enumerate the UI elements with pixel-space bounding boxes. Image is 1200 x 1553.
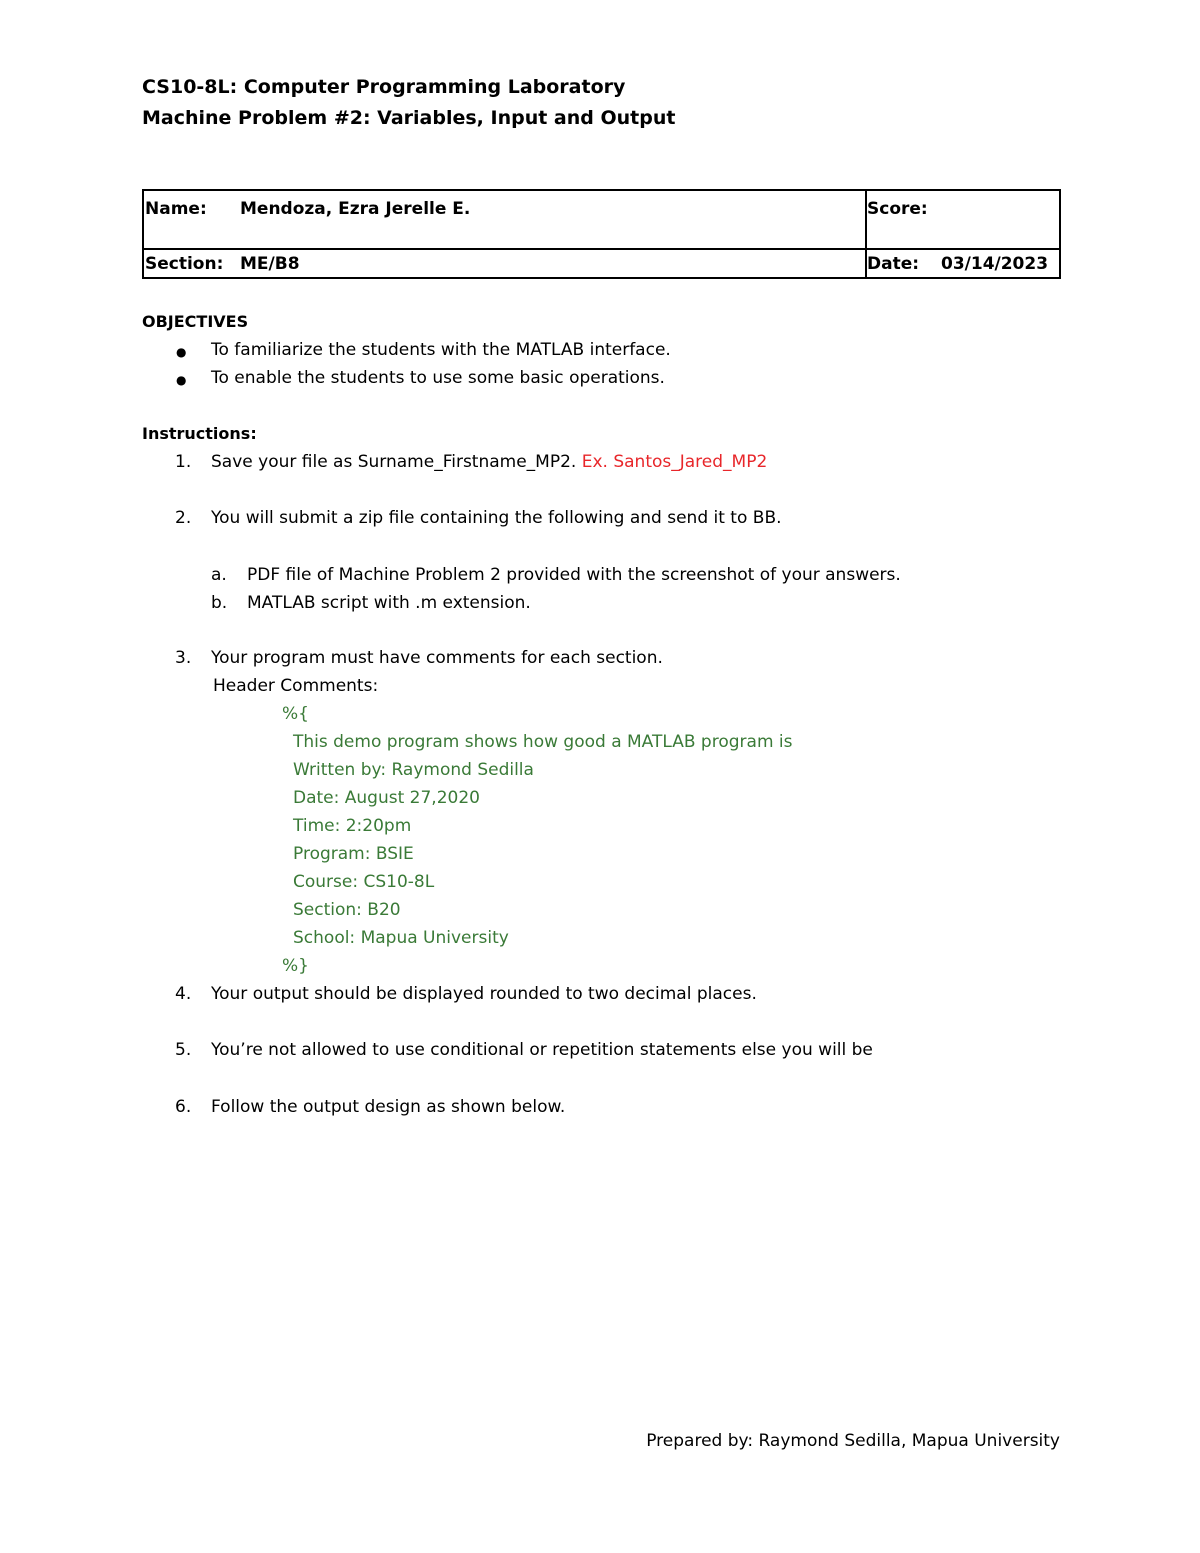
course-title: CS10-8L: Computer Programming Laboratory <box>142 76 626 98</box>
prepared-by-footer: Prepared by: Raymond Sedilla, Mapua University <box>646 1431 1060 1451</box>
date-label: Date: <box>867 254 920 274</box>
instruction-item <box>211 452 767 472</box>
comment-line: This demo program shows how good a MATLAB program is <box>293 732 793 752</box>
date-value: 03/14/2023 <box>941 254 1049 274</box>
instruction-number: 1. <box>175 452 192 472</box>
bullet-icon: ● <box>176 373 187 387</box>
comment-open: %{ <box>282 704 309 724</box>
comment-line: Time: 2:20pm <box>293 816 412 836</box>
instruction-item: Your output should be displayed rounded to two decimal places. <box>211 984 757 1004</box>
filename-example: Ex. Santos_Jared_MP2 <box>581 452 768 472</box>
section-label: Section: <box>145 254 224 274</box>
table-row-divider <box>144 248 1059 250</box>
instruction-item: Follow the output design as shown below. <box>211 1097 566 1117</box>
bullet-icon: ● <box>176 345 187 359</box>
sub-item-letter: a. <box>211 565 227 585</box>
comment-close: %} <box>282 956 309 976</box>
name-value: Mendoza, Ezra Jerelle E. <box>240 199 471 219</box>
comment-line: School: Mapua University <box>293 928 509 948</box>
instruction-number: 4. <box>175 984 192 1004</box>
instruction-number: 2. <box>175 508 192 528</box>
instruction-number: 5. <box>175 1040 192 1060</box>
instruction-item: You’re not allowed to use conditional or repetition statements else you will be <box>211 1040 873 1060</box>
score-label: Score: <box>867 199 928 219</box>
name-label: Name: <box>145 199 207 219</box>
instructions-heading: Instructions: <box>142 424 257 443</box>
student-info-table <box>142 189 1061 279</box>
problem-title: Machine Problem #2: Variables, Input and Output <box>142 107 676 129</box>
comment-line: Section: B20 <box>293 900 401 920</box>
sub-item: MATLAB script with .m extension. <box>247 593 531 613</box>
objective-item: To enable the students to use some basic operations. <box>211 368 665 388</box>
instruction-number: 3. <box>175 648 192 668</box>
sub-item-letter: b. <box>211 593 228 613</box>
objective-item: To familiarize the students with the MATLAB interface. <box>211 340 671 360</box>
instruction-number: 6. <box>175 1097 192 1117</box>
instruction-item: Your program must have comments for each section. <box>211 648 663 668</box>
comment-line: Date: August 27,2020 <box>293 788 480 808</box>
comment-line: Written by: Raymond Sedilla <box>293 760 534 780</box>
objectives-heading: OBJECTIVES <box>142 312 249 331</box>
header-comments-label: Header Comments: <box>213 676 379 696</box>
comment-line: Program: BSIE <box>293 844 414 864</box>
section-value: ME/B8 <box>240 254 300 274</box>
sub-item: PDF file of Machine Problem 2 provided with the screenshot of your answers. <box>247 565 901 585</box>
instruction-text: Save your file as Surname_Firstname_MP2. <box>211 452 577 472</box>
comment-line: Course: CS10-8L <box>293 872 435 892</box>
instruction-item: You will submit a zip file containing the following and send it to BB. <box>211 508 782 528</box>
